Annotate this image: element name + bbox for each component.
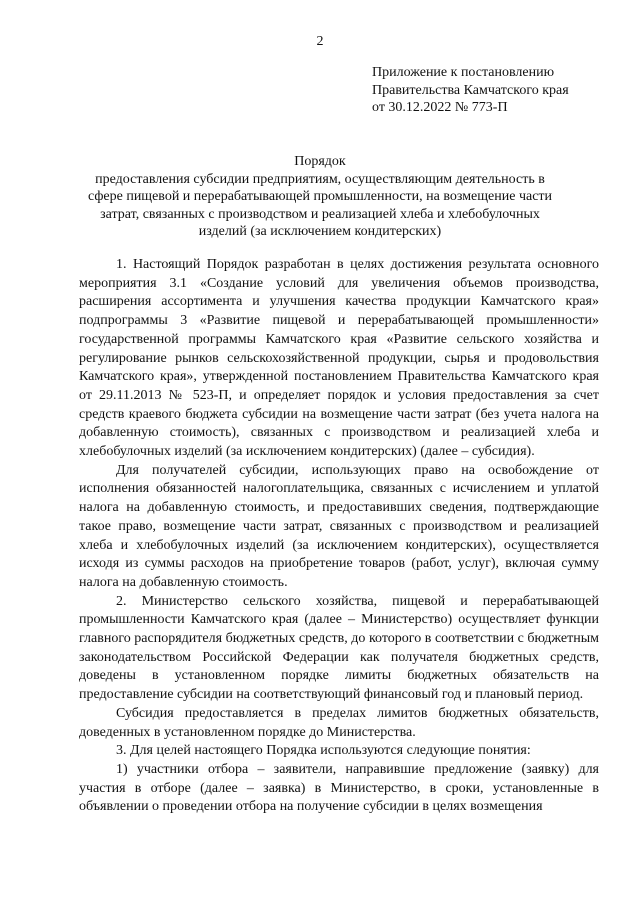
page-number: 2 [316, 34, 324, 49]
paragraph: Для получателей субсидии, использующих право на освобождение от исполнения обязанностей налогоплательщика, связанных с исчислением и уплатой налога на добавленную стоимость, и предоставивших сведения, подтверждающие такое право, возмещение части затрат, связанных с производством и реализацией хлеба и хлебобулочных изделий (за исключением кондитерских), осуществляется исходя из суммы расходов на приобретение товаров (работ, услуг), включая сумму налога на добавленную стоимость. [79, 462, 599, 590]
document-body [79, 256, 599, 817]
paragraph: Субсидия предоставляется в пределах лимитов бюджетных обязательств, доведенных в установленном порядке до Министерства. [79, 705, 599, 740]
appendix-block [372, 64, 622, 117]
title-line: изделий (за исключением кондитерских) [198, 224, 442, 239]
appendix-line: от 30.12.2022 № 773-П [372, 100, 508, 115]
title-line: сфере пищевой и перерабатывающей промышленности, на возмещение части [87, 189, 553, 204]
title-heading: Порядок [294, 154, 346, 169]
paragraph: 2. Министерство сельского хозяйства, пищевой и перерабатывающей промышленности Камчатского края (далее – Министерство) осуществляет функции главного распорядителя бюджетных средств, до которого в соответствии с бюджетным законодательством Российской Федерации как получателя бюджетных средств, доведены в установленном порядке лимиты бюджетных обязательств на предоставление субсидии на соответствующий финансовый год и плановый период. [79, 593, 599, 703]
title-line: предоставления субсидии предприятиям, осуществляющим деятельность в [95, 171, 545, 187]
paragraph: 1. Настоящий Порядок разработан в целях достижения результата основного мероприятия 3.1 «Создание условий для увеличения объемов производства, расширения ассортимента и улучшения качества продукции Камчатского края» подпрограммы 3 «Развитие пищевой и перерабатывающей промышленности» государственной программы Камчатского края «Развитие сельского хозяйства и регулирование рынков сельскохозяйственной продукции, сырья и продовольствия Камчатского края», утвержденной постановлением Правительства Камчатского края от 29.11.2013 № 523-П, и определяет порядок и условия предоставления за счет средств краевого бюджета субсидии на возмещение части затрат (без учета налога на добавленную стоимость), связанных с производством и реализацией хлеба и хлебобулочных изделий (за исключением кондитерских) (далее – субсидия). [79, 257, 599, 460]
paragraph: 1) участники отбора – заявители, направившие предложение (заявку) для участия в отборе (далее – заявка) в Министерство, в сроки, установленные в объявлении о проведении отбора на получение субсидии в целях возмещения [79, 761, 599, 815]
paragraph: 3. Для целей настоящего Порядка используются следующие понятия: [116, 743, 531, 759]
appendix-line: Правительства Камчатского края [372, 82, 569, 98]
title-line: затрат, связанных с производством и реализацией хлеба и хлебобулочных [100, 206, 540, 222]
document-title [80, 153, 560, 241]
appendix-line: Приложение к постановлению [372, 65, 555, 80]
